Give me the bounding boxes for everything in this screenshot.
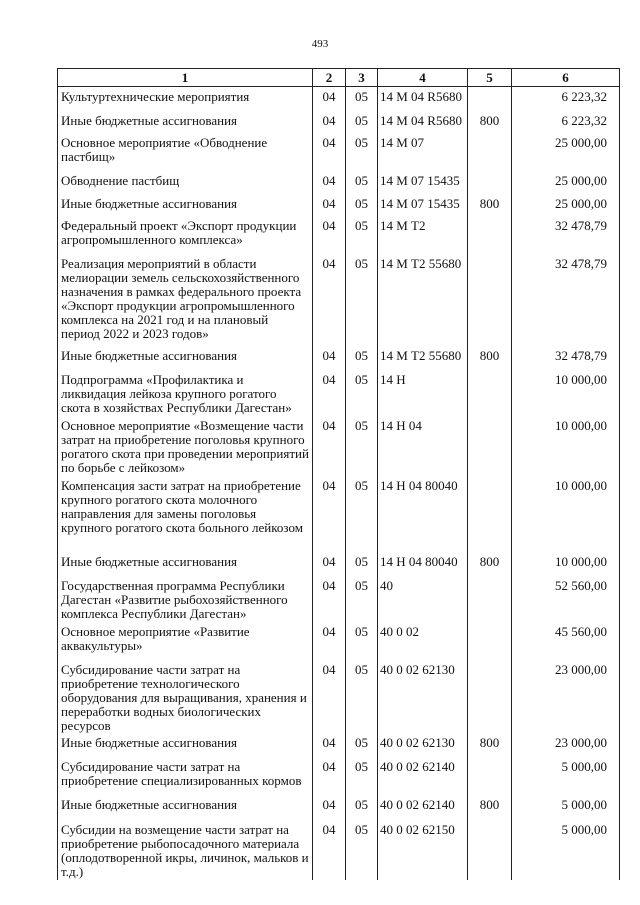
cell-expense-type	[468, 133, 512, 171]
cell-target-article: 14 М Т2 55680	[378, 254, 468, 346]
cell-expense-type	[468, 820, 512, 880]
cell-subsection: 05	[346, 660, 378, 733]
table-row	[58, 820, 620, 880]
cell-expense-type	[468, 87, 512, 111]
cell-section: 04	[313, 133, 346, 171]
cell-target-article: 14 Н 04	[378, 416, 468, 476]
cell-expense-type	[468, 171, 512, 194]
cell-amount: 5 000,00	[512, 820, 620, 880]
cell-target-article: 14 Н 04 80040	[378, 476, 468, 552]
cell-amount: 25 000,00	[512, 171, 620, 194]
cell-subsection: 05	[346, 476, 378, 552]
table-row	[58, 216, 620, 254]
cell-subsection: 05	[346, 416, 378, 476]
cell-subsection: 05	[346, 552, 378, 576]
cell-name: Иные бюджетные ассигнования	[58, 194, 313, 216]
cell-amount: 23 000,00	[512, 733, 620, 757]
table-row	[58, 476, 620, 552]
table-header-row	[58, 69, 620, 87]
cell-amount: 6 223,32	[512, 111, 620, 133]
cell-subsection: 05	[346, 133, 378, 171]
table-row	[58, 576, 620, 622]
cell-expense-type	[468, 254, 512, 346]
cell-subsection: 05	[346, 254, 378, 346]
cell-subsection: 05	[346, 171, 378, 194]
cell-expense-type	[468, 660, 512, 733]
cell-name: Иные бюджетные ассигнования	[58, 346, 313, 370]
cell-section: 04	[313, 622, 346, 660]
cell-name: Иные бюджетные ассигнования	[58, 552, 313, 576]
cell-name: Субсидирование части затрат на приобретение технологического оборудования для выращивания, хранения и переработки водных биологических ресурсов	[58, 660, 313, 733]
cell-expense-type	[468, 370, 512, 416]
cell-amount: 10 000,00	[512, 476, 620, 552]
cell-target-article: 40 0 02 62130	[378, 733, 468, 757]
table-row	[58, 552, 620, 576]
table-row	[58, 254, 620, 346]
cell-target-article: 40	[378, 576, 468, 622]
cell-subsection: 05	[346, 370, 378, 416]
cell-section: 04	[313, 552, 346, 576]
table-row	[58, 111, 620, 133]
cell-amount: 10 000,00	[512, 416, 620, 476]
table-row	[58, 133, 620, 171]
cell-expense-type	[468, 416, 512, 476]
cell-section: 04	[313, 733, 346, 757]
cell-name: Государственная программа Республики Дагестан «Развитие рыбохозяйственного комплекса Республики Дагестан»	[58, 576, 313, 622]
cell-section: 04	[313, 757, 346, 795]
column-header-amount: 6	[512, 69, 620, 87]
cell-name: Компенсация засти затрат на приобретение крупного рогатого скота молочного направления для замены поголовья крупного рогатого скота больного лейкозом	[58, 476, 313, 552]
cell-expense-type: 800	[468, 795, 512, 820]
cell-amount: 5 000,00	[512, 795, 620, 820]
table-row	[58, 87, 620, 111]
cell-expense-type: 800	[468, 346, 512, 370]
cell-expense-type	[468, 576, 512, 622]
cell-expense-type: 800	[468, 111, 512, 133]
cell-subsection: 05	[346, 346, 378, 370]
cell-section: 04	[313, 254, 346, 346]
cell-target-article: 14 Н	[378, 370, 468, 416]
cell-section: 04	[313, 795, 346, 820]
table-row	[58, 346, 620, 370]
cell-section: 04	[313, 87, 346, 111]
cell-amount: 23 000,00	[512, 660, 620, 733]
cell-amount: 25 000,00	[512, 133, 620, 171]
cell-target-article: 14 М 04 R5680	[378, 87, 468, 111]
cell-name: Основное мероприятие «Возмещение части затрат на приобретение поголовья крупного рогатого скота при проведении мероприятий по борьбе с лейкозом»	[58, 416, 313, 476]
cell-target-article: 14 М Т2 55680	[378, 346, 468, 370]
cell-name: Обводнение пастбищ	[58, 171, 313, 194]
cell-target-article: 14 М 07 15435	[378, 194, 468, 216]
cell-expense-type: 800	[468, 194, 512, 216]
page-number: 493	[311, 38, 329, 50]
cell-section: 04	[313, 194, 346, 216]
cell-section: 04	[313, 111, 346, 133]
cell-amount: 10 000,00	[512, 370, 620, 416]
column-header-name: 1	[58, 69, 313, 87]
column-header-target-article: 4	[378, 69, 468, 87]
cell-expense-type	[468, 476, 512, 552]
cell-section: 04	[313, 660, 346, 733]
cell-subsection: 05	[346, 576, 378, 622]
cell-expense-type: 800	[468, 733, 512, 757]
cell-name: Иные бюджетные ассигнования	[58, 111, 313, 133]
cell-target-article: 40 0 02 62140	[378, 757, 468, 795]
table-row	[58, 757, 620, 795]
table-row	[58, 795, 620, 820]
cell-section: 04	[313, 346, 346, 370]
cell-name: Иные бюджетные ассигнования	[58, 733, 313, 757]
cell-section: 04	[313, 576, 346, 622]
cell-expense-type: 800	[468, 552, 512, 576]
column-header-section: 2	[313, 69, 346, 87]
column-header-expense-type: 5	[468, 69, 512, 87]
table-row	[58, 622, 620, 660]
cell-amount: 32 478,79	[512, 254, 620, 346]
cell-amount: 10 000,00	[512, 552, 620, 576]
cell-section: 04	[313, 370, 346, 416]
cell-name: Субсидирование части затрат на приобретение специализированных кормов	[58, 757, 313, 795]
cell-target-article: 14 М Т2	[378, 216, 468, 254]
cell-target-article: 14 М 07 15435	[378, 171, 468, 194]
table-body	[58, 87, 620, 880]
cell-expense-type	[468, 216, 512, 254]
cell-name: Реализация мероприятий в области мелиорации земель сельскохозяйственного назначения в рамках федерального проекта «Экспорт продукции агропромышленного комплекса на 2021 год и на плановый период 2022 и 2023 годов»	[58, 254, 313, 346]
column-header-subsection: 3	[346, 69, 378, 87]
table-row	[58, 171, 620, 194]
cell-subsection: 05	[346, 622, 378, 660]
cell-subsection: 05	[346, 757, 378, 795]
cell-section: 04	[313, 416, 346, 476]
cell-amount: 5 000,00	[512, 757, 620, 795]
cell-amount: 32 478,79	[512, 346, 620, 370]
cell-subsection: 05	[346, 733, 378, 757]
cell-name: Подпрограмма «Профилактика и ликвидация лейкоза крупного рогатого скота в хозяйствах Республики Дагестан»	[58, 370, 313, 416]
table-row	[58, 660, 620, 733]
cell-target-article: 40 0 02	[378, 622, 468, 660]
cell-name: Основное мероприятие «Обводнение пастбищ»	[58, 133, 313, 171]
cell-amount: 45 560,00	[512, 622, 620, 660]
table-row	[58, 733, 620, 757]
cell-name: Федеральный проект «Экспорт продукции агропромышленного комплекса»	[58, 216, 313, 254]
cell-name: Субсидии на возмещение части затрат на приобретение рыбопосадочного материала (оплодотворенной икры, личинок, мальков и т.д.)	[58, 820, 313, 880]
cell-subsection: 05	[346, 820, 378, 880]
cell-section: 04	[313, 820, 346, 880]
cell-name: Культуртехнические мероприятия	[58, 87, 313, 111]
cell-section: 04	[313, 216, 346, 254]
cell-subsection: 05	[346, 87, 378, 111]
cell-amount: 52 560,00	[512, 576, 620, 622]
table-row	[58, 194, 620, 216]
cell-target-article: 14 Н 04 80040	[378, 552, 468, 576]
cell-amount: 6 223,32	[512, 87, 620, 111]
cell-name: Иные бюджетные ассигнования	[58, 795, 313, 820]
table-row	[58, 416, 620, 476]
cell-name: Основное мероприятие «Развитие аквакультуры»	[58, 622, 313, 660]
cell-expense-type	[468, 622, 512, 660]
cell-target-article: 40 0 02 62130	[378, 660, 468, 733]
cell-subsection: 05	[346, 194, 378, 216]
cell-section: 04	[313, 171, 346, 194]
cell-subsection: 05	[346, 216, 378, 254]
cell-target-article: 40 0 02 62140	[378, 795, 468, 820]
cell-amount: 32 478,79	[512, 216, 620, 254]
budget-table	[57, 68, 620, 880]
cell-target-article: 40 0 02 62150	[378, 820, 468, 880]
cell-target-article: 14 М 07	[378, 133, 468, 171]
cell-target-article: 14 М 04 R5680	[378, 111, 468, 133]
cell-subsection: 05	[346, 795, 378, 820]
table-row	[58, 370, 620, 416]
cell-amount: 25 000,00	[512, 194, 620, 216]
cell-expense-type	[468, 757, 512, 795]
cell-section: 04	[313, 476, 346, 552]
cell-subsection: 05	[346, 111, 378, 133]
